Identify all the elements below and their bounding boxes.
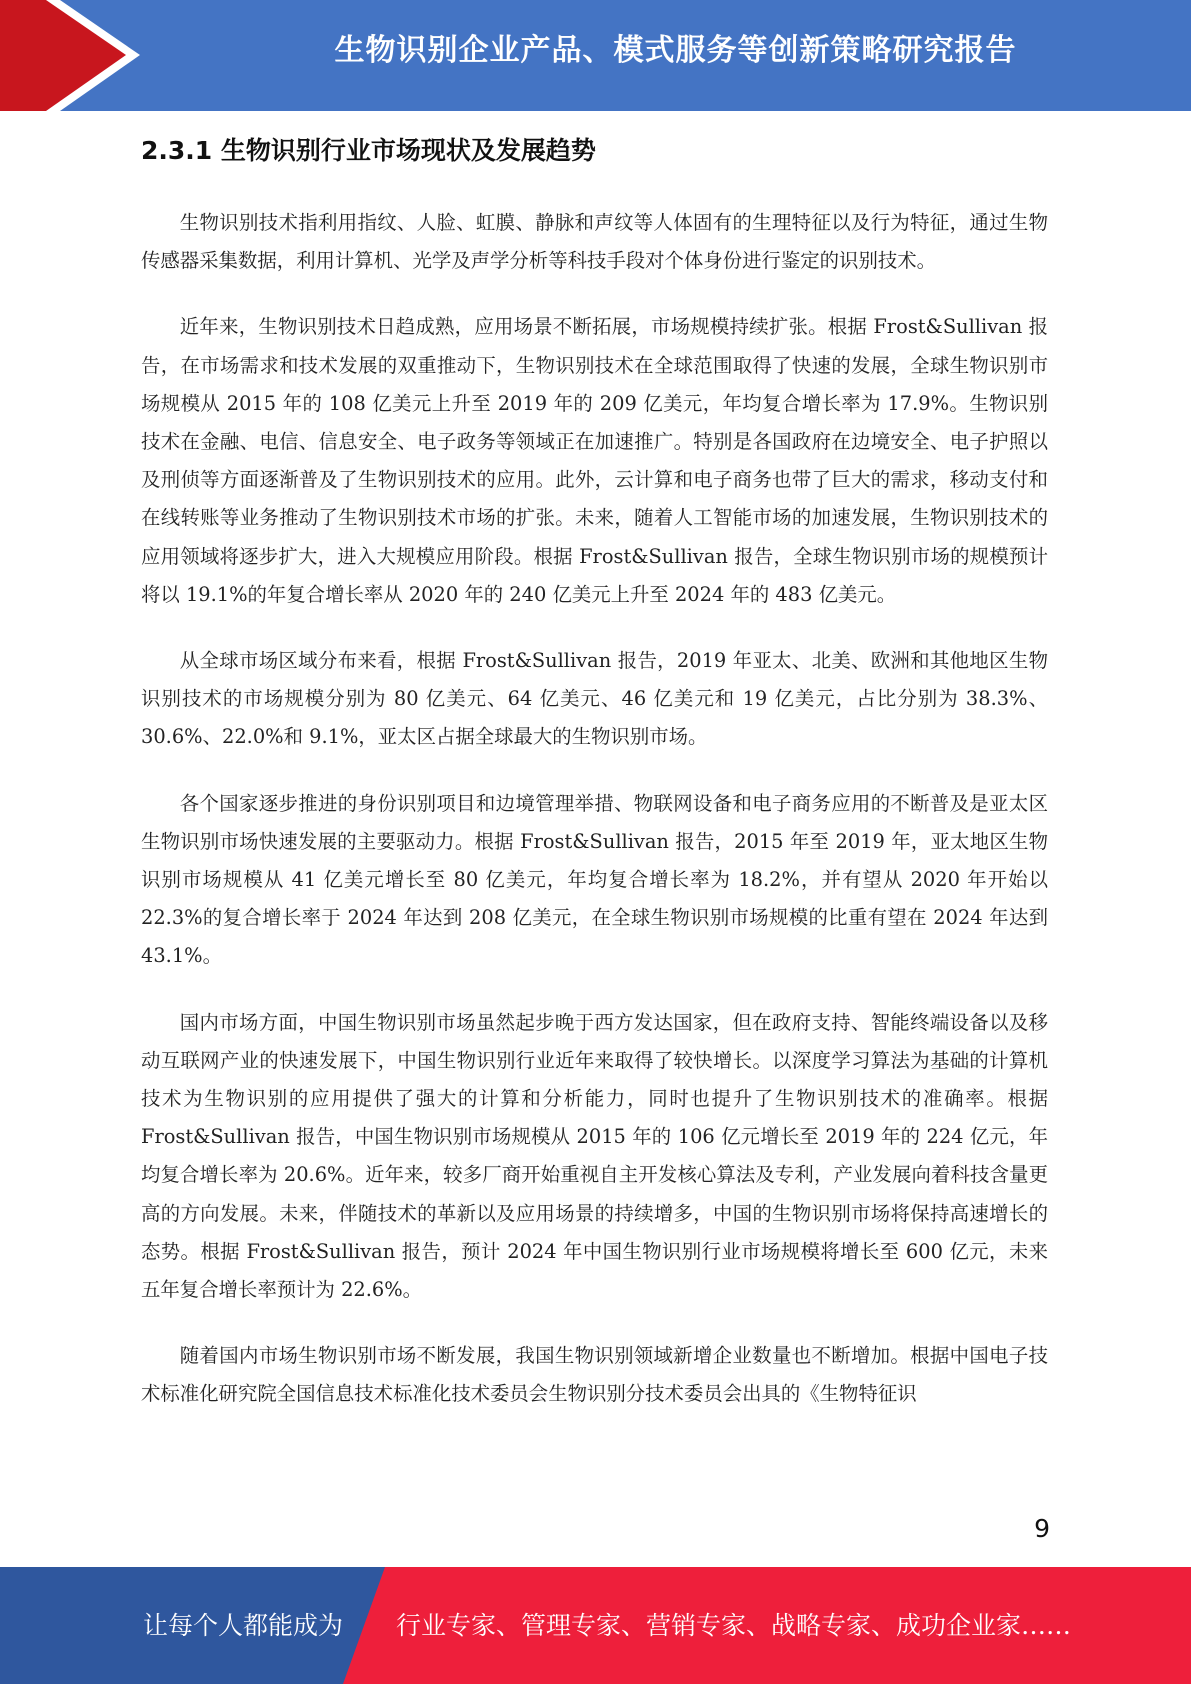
paragraph: 各个国家逐步推进的身份识别项目和边境管理举措、物联网设备和电子商务应用的不断普及是亚太区生物识别市场快速发展的主要驱动力。根据 Frost&Sullivan 报告，2015 年至 2019 年，亚太地区生物识别市场规模从 41 亿美元增长至 80 亿美元，年均复合增长率为 18.2%，并有望从 2020 年开始以 22.3%的复合增长率于 2024 年达到 208 亿美元，在全球生物识别市场规模的比重有望在 2024 年达到 43.1%。 — [141, 791, 1048, 968]
paragraph: 从全球市场区域分布来看，根据 Frost&Sullivan 报告，2019 年亚太、北美、欧洲和其他地区生物识别技术的市场规模分别为 80 亿美元、64 亿美元、46 亿美元和 19 亿美元，占比分别为 38.3%、30.6%、22.0%和 9.1%，亚太区占据全球最大的生物识别市场。 — [141, 649, 1048, 749]
paragraph: 近年来，生物识别技术日趋成熟，应用场景不断拓展，市场规模持续扩张。根据 Frost&Sullivan 报告，在市场需求和技术发展的双重推动下，生物识别技术在全球范围取得了快速的发展，全球生物识别市场规模从 2015 年的 108 亿美元上升至 2019 年的 209 亿美元，年均复合增长率为 17.9%。生物识别技术在金融、电信、信息安全、电子政务等领域正在加速推广。特别是各国政府在边境安全、电子护照以及刑侦等方面逐渐普及了生物识别技术的应用。此外，云计算和电子商务也带了巨大的需求，移动支付和在线转账等业务推动了生物识别技术市场的扩张。未来，随着人工智能市场的加速发展，生物识别技术的应用领域将逐步扩大，进入大规模应用阶段。根据 Frost&Sullivan 报告，全球生物识别市场的规模预计将以 19.1%的年复合增长率从 2020 年的 240 亿美元上升至 2024 年的 483 亿美元。 — [141, 315, 1048, 606]
report-title: 生物识别企业产品、模式服务等创新策略研究报告 — [334, 33, 1017, 68]
footer-slogan-right: 行业专家、管理专家、营销专家、战略专家、成功企业家…… — [396, 1611, 1072, 1640]
section-heading: 2.3.1 生物识别行业市场现状及发展趋势 — [141, 136, 596, 165]
footer-slogan-left: 让每个人都能成为 — [143, 1611, 344, 1640]
page-number: 9 — [1034, 1514, 1050, 1543]
paragraph: 生物识别技术指利用指纹、人脸、虹膜、静脉和声纹等人体固有的生理特征以及行为特征，通过生物传感器采集数据，利用计算机、光学及声学分析等科技手段对个体身份进行鉴定的识别技术。 — [141, 211, 1048, 273]
footer-banner — [0, 1567, 1191, 1684]
paragraph: 国内市场方面，中国生物识别市场虽然起步晚于西方发达国家，但在政府支持、智能终端设备以及移动互联网产业的快速发展下，中国生物识别行业近年来取得了较快增长。以深度学习算法为基础的计算机技术为生物识别的应用提供了强大的计算和分析能力，同时也提升了生物识别技术的准确率。根据 Frost&Sullivan 报告，中国生物识别市场规模从 2015 年的 106 亿元增长至 2019 年的 224 亿元，年均复合增长率为 20.6%。近年来，较多厂商开始重视自主开发核心算法及专利，产业发展向着科技含量更高的方向发展。未来，伴随技术的革新以及应用场景的持续增多，中国的生物识别市场将保持高速增长的态势。根据 Frost&Sullivan 报告，预计 2024 年中国生物识别行业市场规模将增长至 600 亿元，未来五年复合增长率预计为 22.6%。 — [141, 1010, 1048, 1302]
header-chevron-icon — [0, 0, 160, 111]
body-text — [141, 204, 1048, 1442]
header-banner — [0, 0, 1191, 111]
paragraph: 随着国内市场生物识别市场不断发展，我国生物识别领域新增企业数量也不断增加。根据中国电子技术标准化研究院全国信息技术标准化技术委员会生物识别分技术委员会出具的《生物特征识 — [141, 1344, 1048, 1406]
